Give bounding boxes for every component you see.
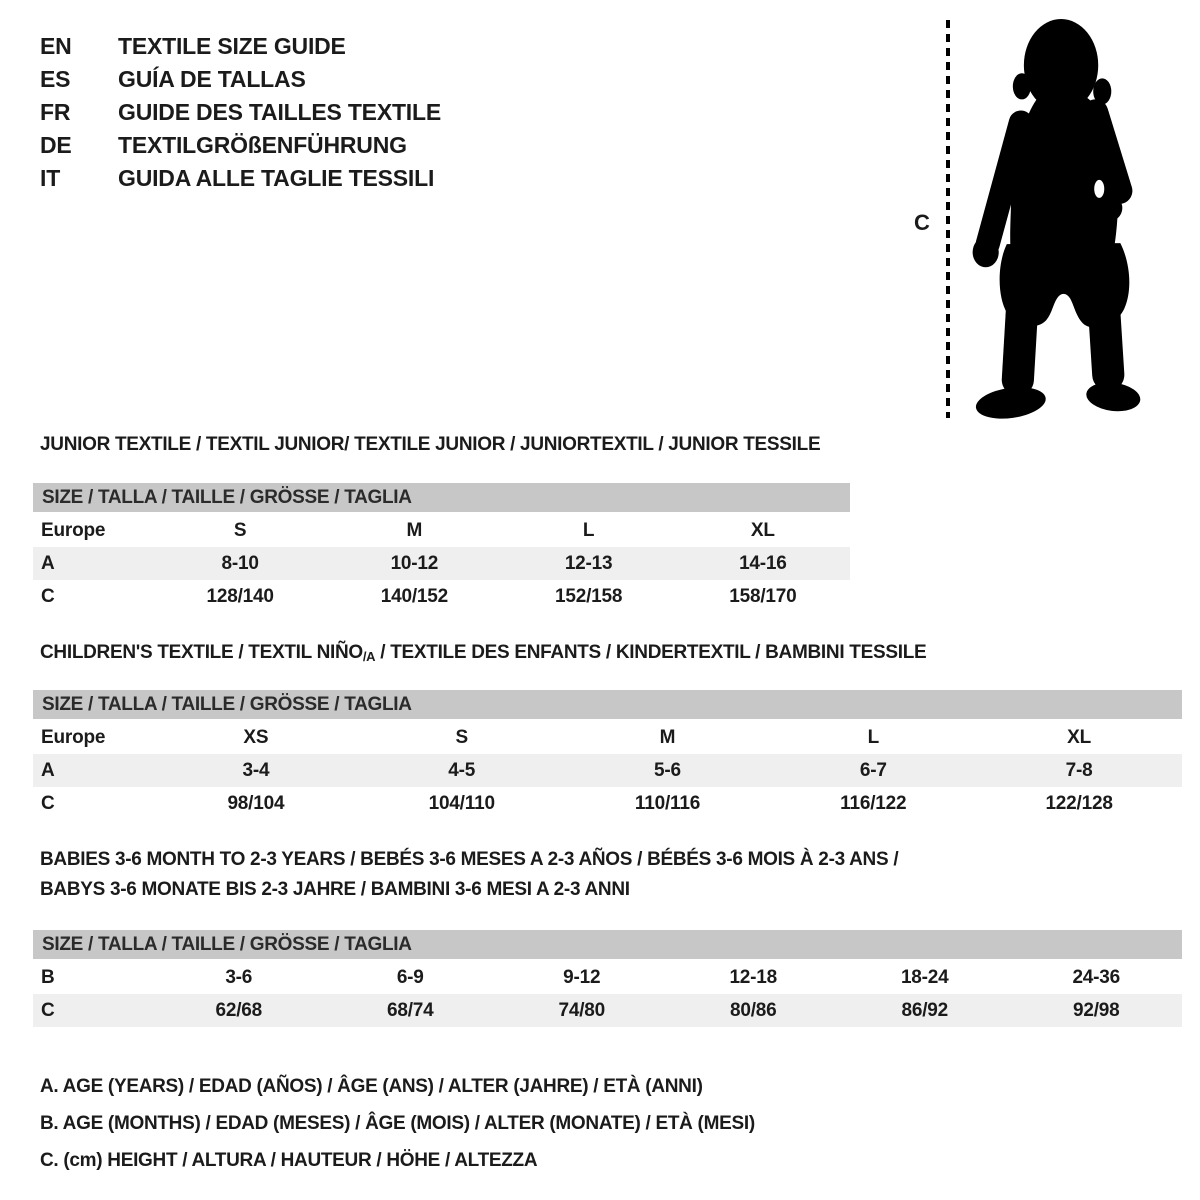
language-code: ES: [40, 66, 71, 92]
age-cell: 7-8: [1065, 760, 1093, 781]
size-cell: S: [233, 520, 247, 541]
height-cell: 62/68: [215, 1000, 263, 1021]
size-cell: L: [867, 727, 879, 748]
children-section-heading: [40, 642, 926, 664]
table-row-age: [33, 547, 850, 580]
babies-size-table: [33, 930, 1182, 1027]
row-label: A: [41, 553, 55, 574]
table-row-months: [33, 961, 1182, 994]
age-cell: 6-7: [859, 760, 887, 781]
guide-title: TEXTILE SIZE GUIDE: [118, 33, 346, 59]
junior-size-table: [33, 483, 850, 613]
age-cell: 10-12: [390, 553, 439, 574]
children-size-table: [33, 690, 1182, 820]
size-cell: XL: [1067, 727, 1092, 748]
children-heading-pre: CHILDREN'S TEXTILE / TEXTIL NIÑO: [40, 642, 363, 663]
row-label: Europe: [41, 520, 106, 541]
height-cell: 104/110: [428, 793, 495, 814]
height-cell: 98/104: [227, 793, 285, 814]
height-cell: 152/158: [554, 586, 623, 607]
language-code: FR: [40, 99, 71, 125]
height-cell: 110/116: [634, 793, 701, 814]
junior-section-heading: JUNIOR TEXTILE / TEXTIL JUNIOR/ TEXTILE JUNIOR / JUNIORTEXTIL / JUNIOR TESSILE: [40, 434, 821, 455]
size-cell: S: [455, 727, 468, 748]
height-cell: 92/98: [1072, 1000, 1120, 1021]
age-cell: 8-10: [221, 553, 259, 574]
language-title-list: [40, 30, 441, 195]
language-row: [40, 162, 441, 195]
toddler-silhouette-icon: [960, 10, 1142, 422]
size-header-bar: SIZE / TALLA / TAILLE / GRÖSSE / TAGLIA: [33, 483, 850, 512]
age-cell: 5-6: [654, 760, 681, 781]
legend-line-height-cm: C. (cm) HEIGHT / ALTURA / HAUTEUR / HÖHE / ALTEZZA: [40, 1150, 538, 1171]
height-cell: 74/80: [558, 1000, 606, 1021]
months-cell: 6-9: [396, 967, 424, 988]
babies-heading-line2: BABYS 3-6 MONATE BIS 2-3 JAHRE / BAMBINI 3-6 MESI A 2-3 ANNI: [40, 879, 630, 900]
measurement-legend: [40, 1068, 755, 1179]
months-cell: 12-18: [729, 967, 778, 988]
size-cell: M: [659, 727, 676, 748]
row-label: Europe: [41, 727, 106, 748]
measure-label-c: C: [914, 210, 930, 235]
height-cell: 122/128: [1045, 793, 1113, 814]
height-cell: 116/122: [840, 793, 907, 814]
months-cell: 18-24: [900, 967, 949, 988]
months-cell: 3-6: [225, 967, 253, 988]
row-label: C: [41, 1000, 55, 1021]
language-row: [40, 30, 441, 63]
children-heading-subscript: /A: [362, 649, 376, 664]
height-cell: 86/92: [901, 1000, 949, 1021]
height-cell: 128/140: [206, 586, 274, 607]
months-cell: 24-36: [1072, 967, 1121, 988]
row-label: B: [41, 967, 55, 988]
height-cell: 68/74: [386, 1000, 434, 1021]
months-cell: 9-12: [563, 967, 601, 988]
row-label: C: [41, 586, 55, 607]
table-row-age: [33, 754, 1182, 787]
language-code: DE: [40, 132, 72, 158]
table-row-europe: [33, 514, 850, 547]
height-cell: 80/86: [729, 1000, 777, 1021]
age-cell: 14-16: [739, 553, 787, 574]
size-header-bar: SIZE / TALLA / TAILLE / GRÖSSE / TAGLIA: [33, 690, 1182, 719]
row-label: A: [41, 760, 55, 781]
legend-line-age-months: B. AGE (MONTHS) / EDAD (MESES) / ÂGE (MOIS) / ALTER (MONATE) / ETÀ (MESI): [40, 1113, 755, 1134]
row-label: C: [41, 793, 55, 814]
table-row-height: [33, 580, 850, 613]
size-cell: M: [406, 520, 423, 541]
age-cell: 12-13: [564, 553, 613, 574]
size-cell: L: [582, 520, 595, 541]
size-header-bar: SIZE / TALLA / TAILLE / GRÖSSE / TAGLIA: [33, 930, 1182, 959]
age-cell: 4-5: [448, 760, 476, 781]
table-row-height: [33, 787, 1182, 820]
size-cell: XS: [243, 727, 269, 748]
language-row: [40, 96, 441, 129]
height-measure-dashed-line: [946, 20, 950, 418]
guide-title: TEXTILGRÖßENFÜHRUNG: [118, 132, 407, 158]
guide-title: GUIDA ALLE TAGLIE TESSILI: [118, 165, 435, 191]
size-cell: XL: [750, 520, 775, 541]
guide-title: GUIDE DES TAILLES TEXTILE: [118, 99, 441, 125]
language-row: [40, 129, 441, 162]
age-cell: 3-4: [242, 760, 270, 781]
height-cell: 140/152: [380, 586, 449, 607]
language-code: IT: [40, 165, 61, 191]
guide-title: GUÍA DE TALLAS: [118, 66, 306, 92]
table-row-height: [33, 994, 1182, 1027]
children-heading-post: / TEXTILE DES ENFANTS / KINDERTEXTIL / BAMBINI TESSILE: [375, 642, 927, 663]
babies-section-heading: [40, 845, 898, 905]
babies-heading-line1: BABIES 3-6 MONTH TO 2-3 YEARS / BEBÉS 3-6 MESES A 2-3 AÑOS / BÉBÉS 3-6 MOIS À 2-3 ANS /: [40, 849, 899, 870]
legend-line-age-years: A. AGE (YEARS) / EDAD (AÑOS) / ÂGE (ANS) / ALTER (JAHRE) / ETÀ (ANNI): [40, 1076, 703, 1097]
height-cell: 158/170: [729, 586, 797, 607]
language-row: [40, 63, 441, 96]
language-code: EN: [40, 33, 72, 59]
height-measure-figure: [898, 8, 1160, 426]
table-row-europe: [33, 721, 1182, 754]
